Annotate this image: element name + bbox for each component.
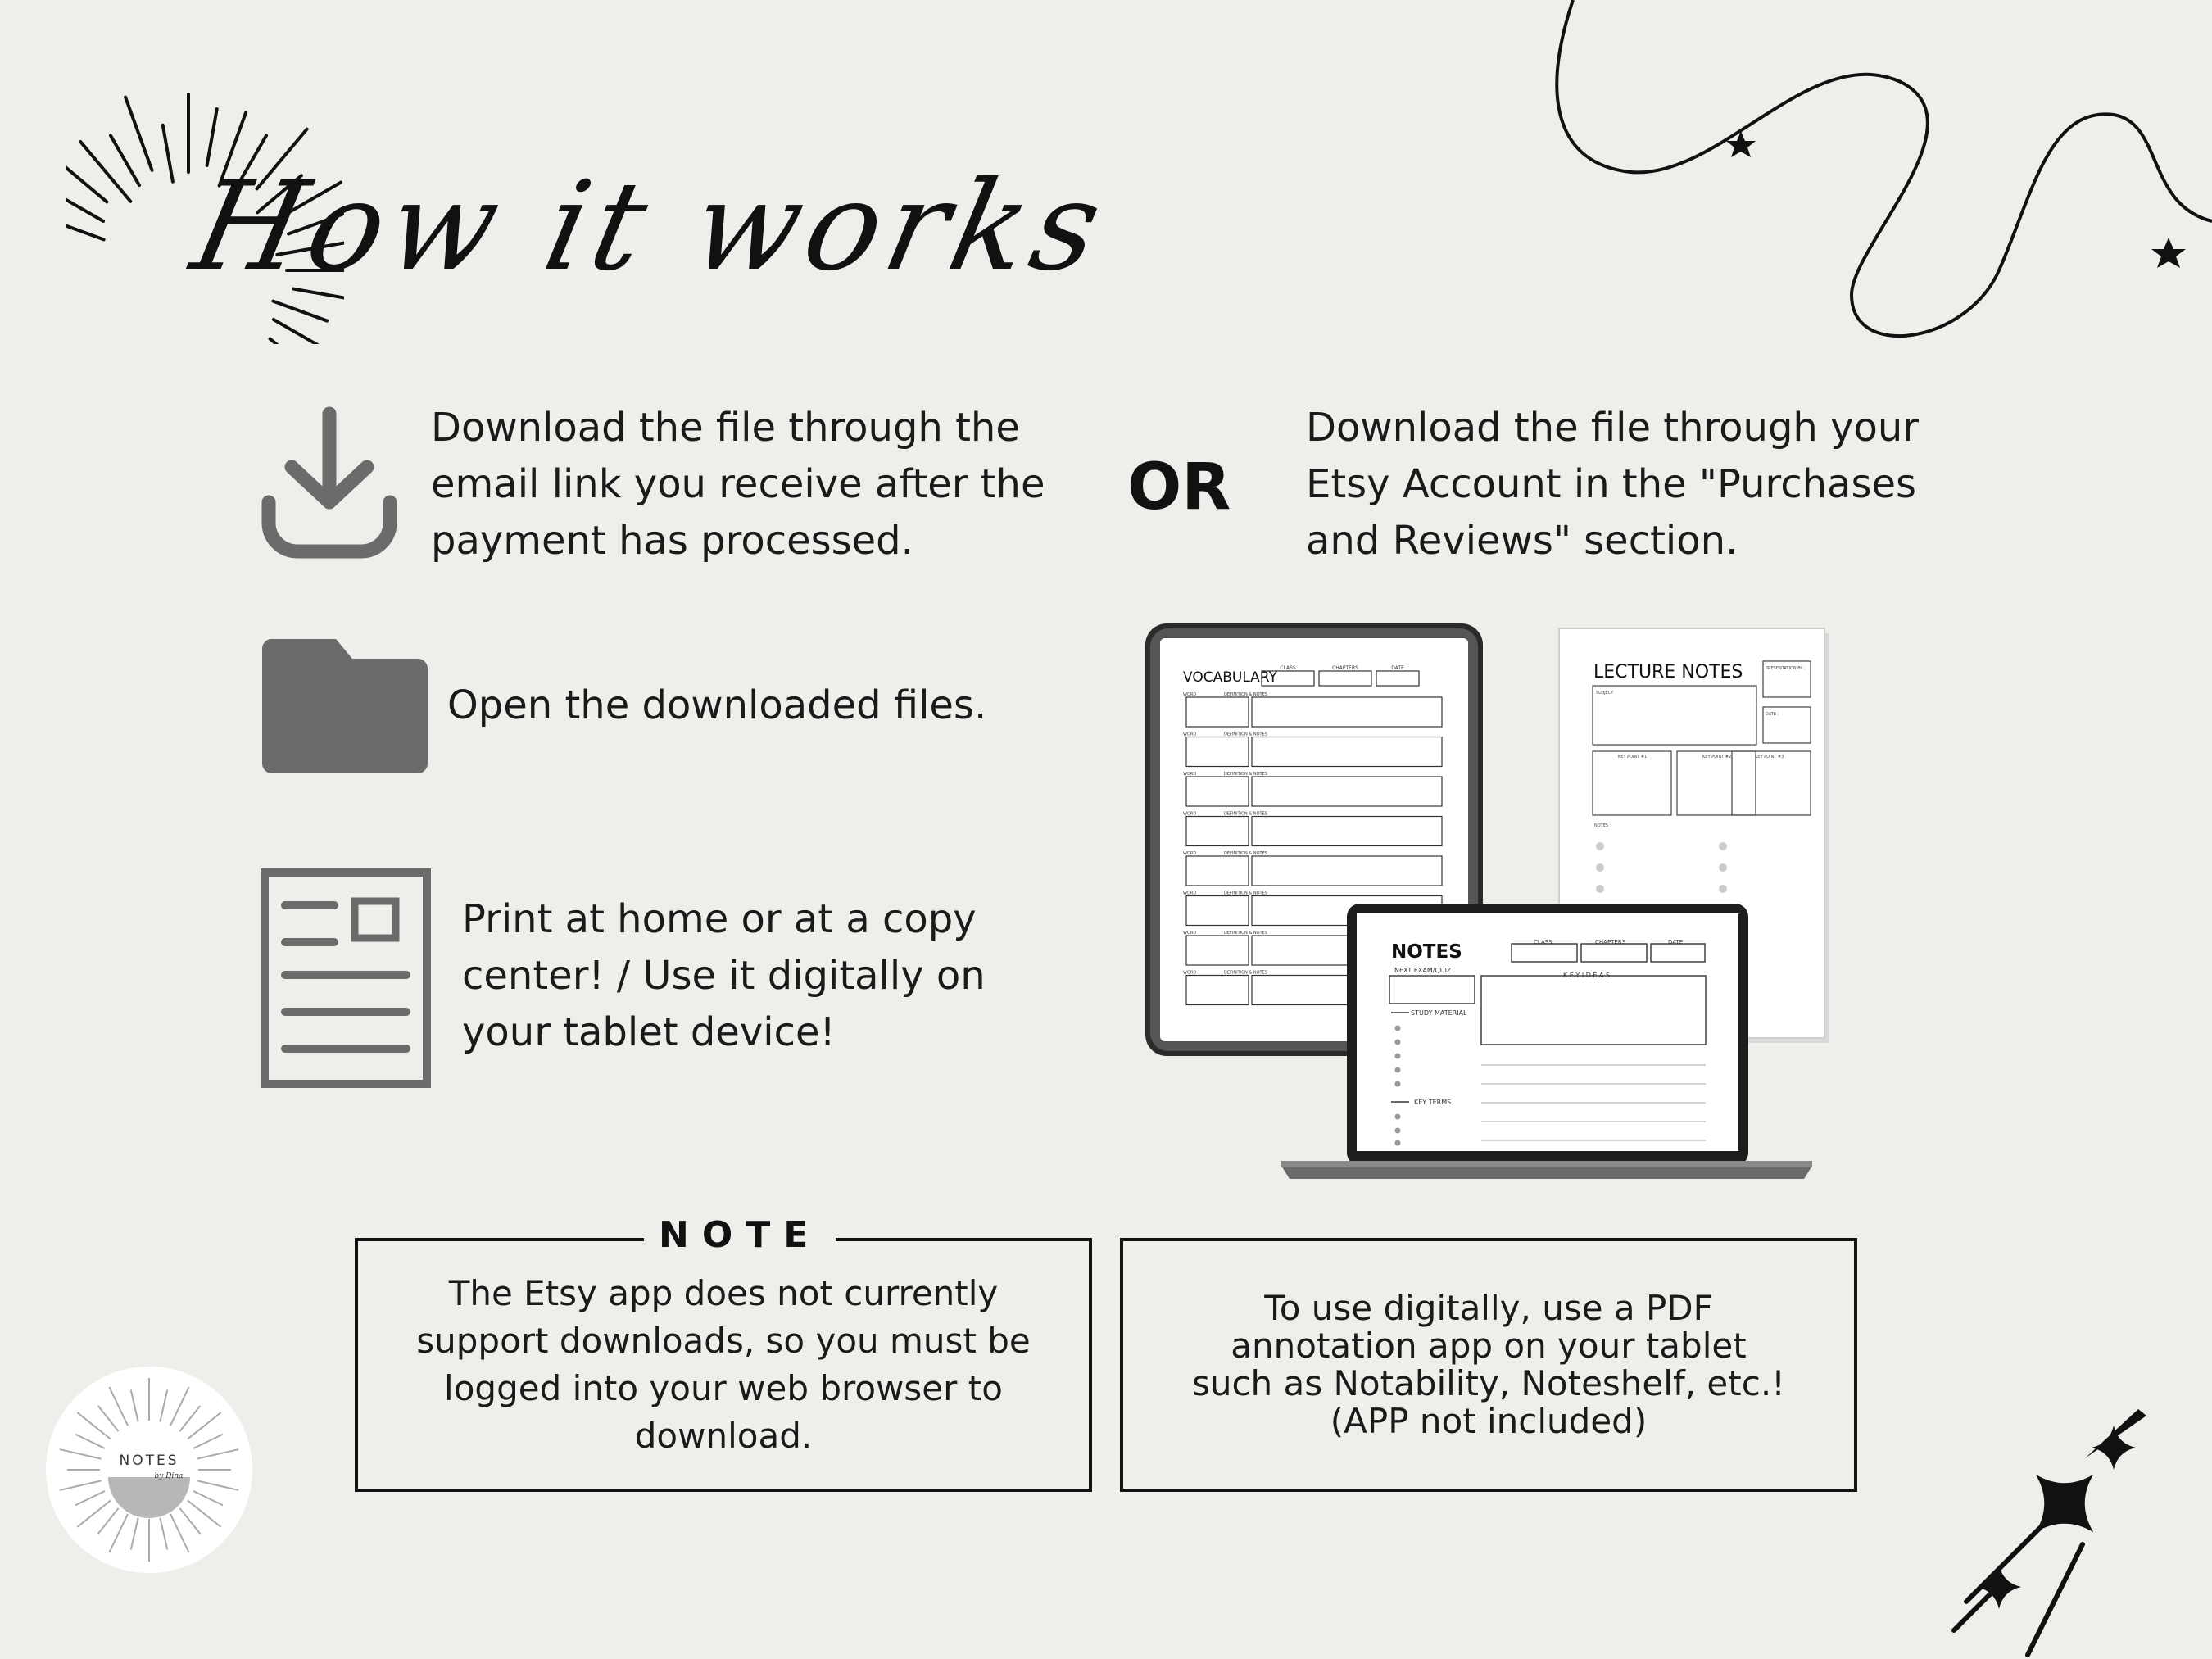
badge-ray (131, 1517, 138, 1549)
vocab-header-label: CHAPTERS (1332, 665, 1358, 671)
badge-ray (98, 1406, 119, 1431)
svg-text:NOTES :: NOTES : (1594, 823, 1611, 828)
vocab-def-label: DEFINITION & NOTES (1224, 851, 1267, 856)
star-icon (2151, 238, 2186, 268)
svg-text:NEXT EXAM/QUIZ: NEXT EXAM/QUIZ (1394, 967, 1452, 974)
badge-ray (131, 1390, 138, 1422)
badge-ray (75, 1435, 105, 1448)
badge-ray (193, 1491, 223, 1505)
note-digital-use-text: To use digitally, use a PDF annotation app on your tablet such as Notability, Noteshelf, etc.! (APP not included) (1191, 1288, 1786, 1441)
vocab-word-label: WORD (1183, 692, 1197, 697)
badge-ray (179, 1508, 200, 1534)
badge-ray (170, 1514, 189, 1552)
note-box-digital-use (1120, 1238, 1857, 1492)
sunburst-ray (273, 301, 327, 321)
vocabulary-title: VOCABULARY (1183, 669, 1277, 686)
step-etsy-account-text: Download the file through your Etsy Account in the "Purchases and Reviews" section. (1306, 405, 1920, 564)
svg-text:CLASS: CLASS (1534, 939, 1552, 945)
note-box-etsy-app (355, 1238, 1092, 1492)
step-print-text: Print at home or at a copy center! / Use it digitally on your tablet device! (462, 896, 986, 1055)
svg-text:STUDY MATERIAL: STUDY MATERIAL (1411, 1009, 1467, 1017)
sunburst-ray (80, 142, 130, 202)
badge-ray (179, 1406, 200, 1431)
vocab-def-label: DEFINITION & NOTES (1224, 732, 1267, 737)
vocab-def-label: DEFINITION & NOTES (1224, 692, 1267, 697)
badge-title: NOTES (119, 1453, 179, 1469)
vocab-def-label: DEFINITION & NOTES (1224, 891, 1267, 896)
svg-text:PRESENTATION BY :: PRESENTATION BY : (1766, 666, 1806, 671)
note-etsy-app-text: The Etsy app does not currently support downloads, so you must be logged into your web browser to download. (416, 1273, 1031, 1456)
sparkle-icon (1950, 1393, 2212, 1659)
note-label: NOTE (644, 1214, 836, 1256)
page-title: How it works (181, 156, 1119, 298)
svg-text:KEY POINT #3: KEY POINT #3 (1755, 755, 1784, 759)
sunburst-ray (66, 220, 104, 239)
vocab-def-label: DEFINITION & NOTES (1224, 811, 1267, 817)
svg-text:KEY TERMS: KEY TERMS (1414, 1099, 1452, 1106)
svg-text:DATE: DATE (1668, 939, 1684, 945)
svg-text:SUBJECT: SUBJECT (1596, 691, 1614, 696)
vocab-word-label: WORD (1183, 891, 1197, 896)
badge-ray (109, 1387, 128, 1426)
vocab-word-label: WORD (1183, 732, 1197, 737)
badge-subtitle: by Dina (154, 1472, 184, 1480)
sunburst-ray (66, 165, 107, 202)
vocab-word-label: WORD (1183, 851, 1197, 856)
vocab-word-label: WORD (1183, 931, 1197, 936)
vocab-word-label: WORD (1183, 811, 1197, 817)
badge-ray (170, 1387, 189, 1426)
or-label: OR (1127, 451, 1231, 524)
badge-ray (160, 1390, 167, 1422)
notes-brand-badge (46, 1367, 252, 1573)
step-download-text: Download the file through the email link you receive after the payment has processed. (431, 405, 1045, 564)
vocab-header-label: DATE (1391, 665, 1404, 671)
badge-ray (197, 1480, 238, 1490)
badge-ray (60, 1449, 102, 1459)
badge-ray (160, 1517, 167, 1549)
vocab-def-label: DEFINITION & NOTES (1224, 772, 1267, 777)
svg-text:DATE :: DATE : (1766, 712, 1779, 717)
swirl-decoration (1540, 0, 2212, 352)
svg-text:KEY POINT #1: KEY POINT #1 (1618, 755, 1648, 759)
sunburst-ray (274, 320, 341, 344)
badge-ray (98, 1508, 119, 1534)
planner-mockups (1139, 619, 1835, 1192)
badge-ray (109, 1514, 128, 1552)
sunburst-ray (66, 183, 103, 222)
document-icon (261, 868, 431, 1088)
download-icon (261, 406, 398, 561)
folder-icon (261, 639, 431, 775)
sunburst-ray (163, 125, 173, 182)
svg-text:KEY POINT #2: KEY POINT #2 (1702, 755, 1732, 759)
sunburst-ray (125, 97, 152, 170)
badge-ray (75, 1491, 105, 1505)
laptop-notes-title: NOTES (1391, 941, 1462, 963)
badge-ray (197, 1449, 238, 1459)
vocab-word-label: WORD (1183, 970, 1197, 976)
step-open-files-text: Open the downloaded files. (447, 682, 987, 728)
vocab-def-label: DEFINITION & NOTES (1224, 931, 1267, 936)
svg-text:K E Y I D E A S: K E Y I D E A S (1563, 972, 1611, 979)
badge-ray (60, 1480, 102, 1490)
lecture-notes-title: LECTURE NOTES (1593, 662, 1743, 682)
svg-text:CHAPTERS: CHAPTERS (1595, 939, 1626, 945)
vocab-word-label: WORD (1183, 772, 1197, 777)
sunburst-ray (111, 135, 139, 185)
laptop-notes-mockup (1281, 904, 1812, 1179)
badge-ray (193, 1435, 223, 1448)
vocab-header-label: CLASS (1280, 665, 1296, 671)
vocab-def-label: DEFINITION & NOTES (1224, 970, 1267, 976)
